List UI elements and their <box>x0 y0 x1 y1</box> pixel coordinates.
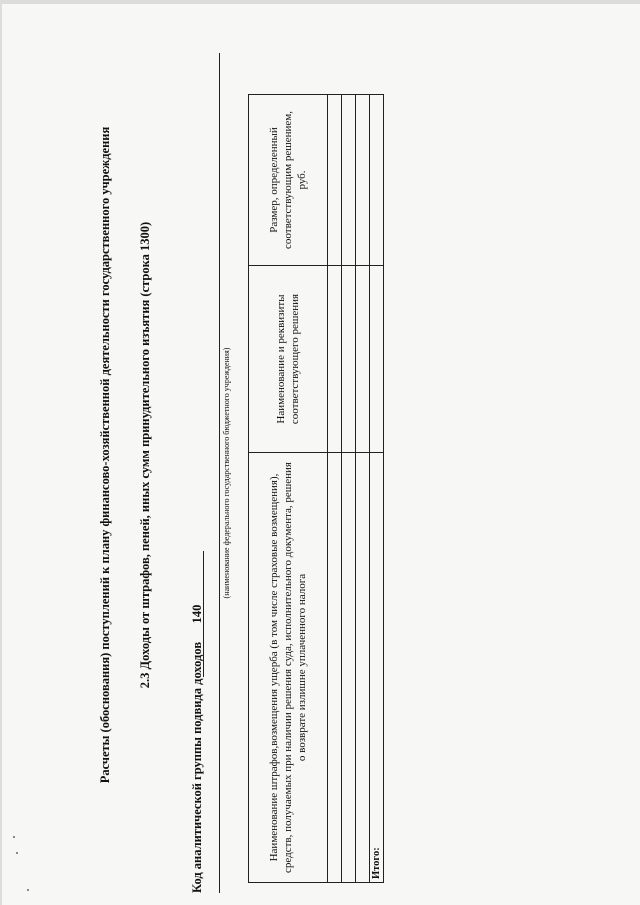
table-cell <box>370 95 384 266</box>
group-code-label: Код аналитической группы подвида доходов <box>190 641 204 893</box>
fines-table <box>248 94 384 883</box>
section-title: 2.3 Доходы от штрафов, пеней, иных сумм принудительного изъятия (строка 1300) <box>138 221 152 689</box>
table-cell <box>342 95 356 266</box>
table-cell <box>370 266 384 453</box>
table-row <box>328 95 342 883</box>
header-amount: Размер, определенный соответствующим решением, руб. <box>249 95 328 266</box>
table-cell <box>328 95 342 266</box>
header-fines-name: Наименование штрафов,возмещения ущерба (в том числе страховые возмещения), средств, получаемых при наличии решения суда, исполнительного документа, решения о возврате излишне уплаченного налога <box>249 453 328 883</box>
institution-name-line <box>219 53 220 893</box>
header-decision-details: Наименование и реквизиты соответствующего решения <box>249 266 328 453</box>
table-total-row <box>370 95 384 883</box>
table-header-row <box>249 95 328 883</box>
total-label-cell <box>370 453 384 883</box>
table-cell <box>342 266 356 453</box>
table-cell <box>328 453 342 883</box>
table-row <box>342 95 356 883</box>
table-cell <box>356 95 370 266</box>
table-cell <box>342 453 356 883</box>
institution-caption: (наименование федерального государственного бюджетного учреждения) <box>222 347 231 599</box>
document-title: Расчеты (обоснования) поступлений к плану финансово-хозяйственной деятельности государственного учреждения <box>98 126 112 784</box>
table-cell <box>356 266 370 453</box>
table-row <box>356 95 370 883</box>
table-cell <box>328 266 342 453</box>
group-code-value: 140 <box>190 604 204 624</box>
total-label: Итого: <box>371 847 382 879</box>
table-cell <box>356 453 370 883</box>
